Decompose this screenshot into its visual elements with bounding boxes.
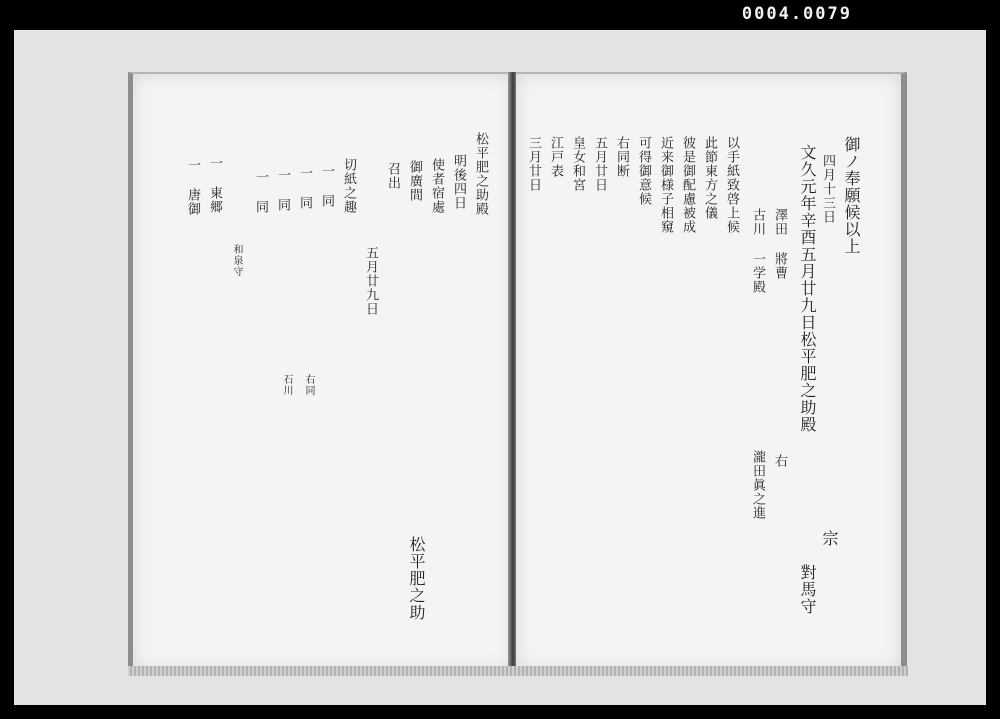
text-column: 文久元年辛酉五月廿九日松平肥之助殿 — [798, 144, 817, 433]
text-column: 對馬守 — [798, 564, 817, 615]
left-page — [128, 72, 513, 670]
text-column: 彼是御配慮被成 — [680, 136, 695, 234]
text-column: 一 同 — [275, 168, 290, 212]
text-column: 一 同 — [319, 164, 334, 208]
page-edges — [128, 666, 908, 676]
right-page — [516, 72, 907, 670]
text-column: 以手紙致啓上候 — [724, 136, 739, 234]
text-column: 古川 一学殿 — [750, 208, 765, 294]
text-column: 右同 — [303, 374, 314, 396]
text-column: 右同断 — [614, 136, 629, 178]
text-column: 和泉守 — [231, 244, 242, 277]
text-column: 澤田 將曹 — [772, 208, 787, 280]
text-column: 使者宿處 — [429, 158, 444, 214]
frame-label: 0004.0079 — [741, 4, 852, 24]
text-column: 瀧田眞之進 — [750, 450, 765, 520]
text-column: 松平肥之助殿 — [473, 132, 488, 216]
open-book — [128, 72, 908, 672]
text-column: 松平肥之助 — [407, 536, 426, 621]
text-column: 五月廿日 — [592, 136, 607, 192]
text-column: 此節東方之儀 — [702, 136, 717, 220]
text-column: 切紙之趣 — [341, 158, 356, 214]
text-column: 一 唐御 — [185, 158, 200, 216]
text-column: 近来御様子相窺 — [658, 136, 673, 234]
text-column: 御廣間 — [407, 160, 422, 202]
text-column: 宗 — [820, 530, 839, 547]
text-column: 三月廿日 — [526, 136, 541, 192]
text-column: 皇女和宮 — [570, 136, 585, 192]
text-column: 明後四日 — [451, 154, 466, 210]
text-column: 江戸表 — [548, 136, 563, 178]
text-column: 一 同 — [253, 170, 268, 214]
text-column: 五月廿九日 — [363, 246, 378, 316]
text-column: 四月十三日 — [820, 154, 835, 224]
text-column: 召出 — [385, 162, 400, 190]
text-column: 一 同 — [297, 166, 312, 210]
text-column: 可得御意候 — [636, 136, 651, 206]
text-column: 一 東郷 — [207, 156, 222, 214]
text-column: 石川 — [281, 374, 292, 396]
text-column: 御ノ奉願候以上 — [842, 136, 861, 255]
text-column: 右 — [772, 454, 787, 468]
